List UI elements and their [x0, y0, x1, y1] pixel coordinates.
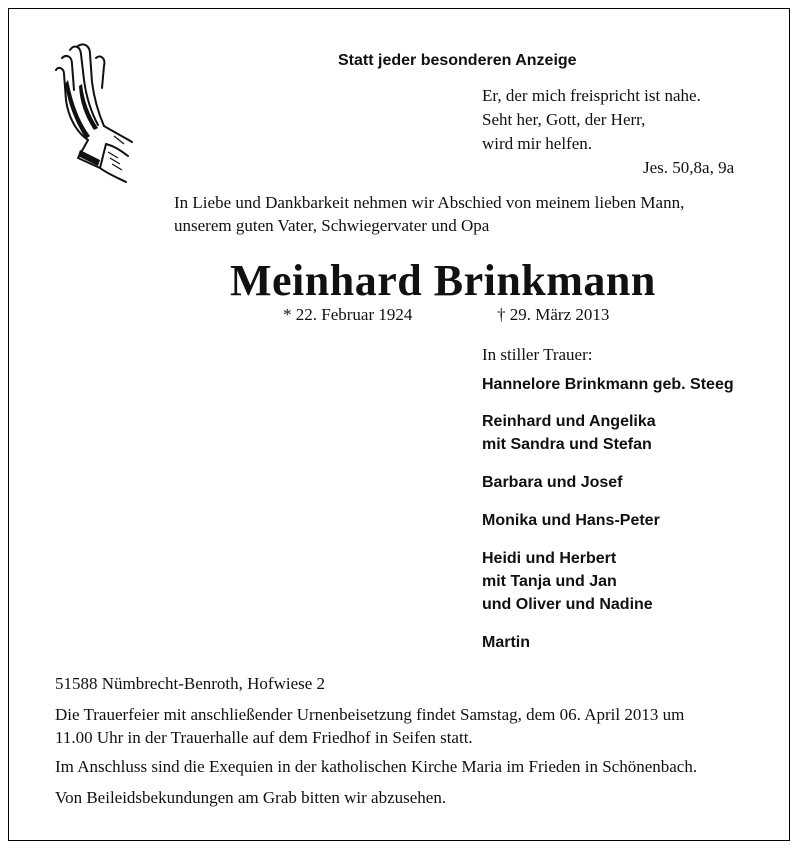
ceremony-line: Die Trauerfeier mit anschließender Urnenbeisetzung findet Samstag, dem 06. April 2013 um [55, 705, 685, 724]
verse-reference: Jes. 50,8a, 9a [643, 158, 735, 177]
intro-line: In Liebe und Dankbarkeit nehmen wir Abschied von meinem lieben Mann, [174, 193, 685, 212]
verse-line: Seht her, Gott, der Herr, [482, 110, 646, 129]
verse-line: wird mir helfen. [482, 134, 592, 153]
address: 51588 Nümbrecht-Benroth, Hofwiese 2 [55, 674, 326, 693]
mourner-line: Monika und Hans-Peter [482, 512, 660, 529]
condolences-note: Von Beileidsbekundungen am Grab bitten wir abzusehen. [55, 788, 447, 807]
ceremony-line: 11.00 Uhr in der Trauerhalle auf dem Friedhof in Seifen statt. [55, 728, 473, 747]
mourner-line: Reinhard und Angelika [482, 413, 656, 430]
mourner-line: und Oliver und Nadine [482, 596, 653, 613]
mourner-line: Barbara und Josef [482, 474, 623, 491]
exequies-note: Im Anschluss sind die Exequien in der katholischen Kirche Maria im Frieden in Schönenbach. [55, 757, 698, 776]
header-title: Statt jeder besonderen Anzeige [338, 52, 577, 69]
mourner-line: Martin [482, 634, 530, 651]
birth-date: * 22. Februar 1924 [283, 305, 413, 324]
mourner-line: Heidi und Herbert [482, 550, 617, 567]
mourners-heading: In stiller Trauer: [482, 345, 593, 364]
mourner-line: mit Tanja und Jan [482, 573, 617, 590]
verse-line: Er, der mich freispricht ist nahe. [482, 86, 701, 105]
death-date: † 29. März 2013 [497, 305, 610, 324]
mourner-line: mit Sandra und Stefan [482, 436, 652, 453]
praying-hands-icon [48, 40, 148, 185]
mourner-line: Hannelore Brinkmann geb. Steeg [482, 376, 734, 393]
deceased-name: Meinhard Brinkmann [230, 256, 656, 305]
intro-line: unserem guten Vater, Schwiegervater und Opa [174, 216, 490, 235]
